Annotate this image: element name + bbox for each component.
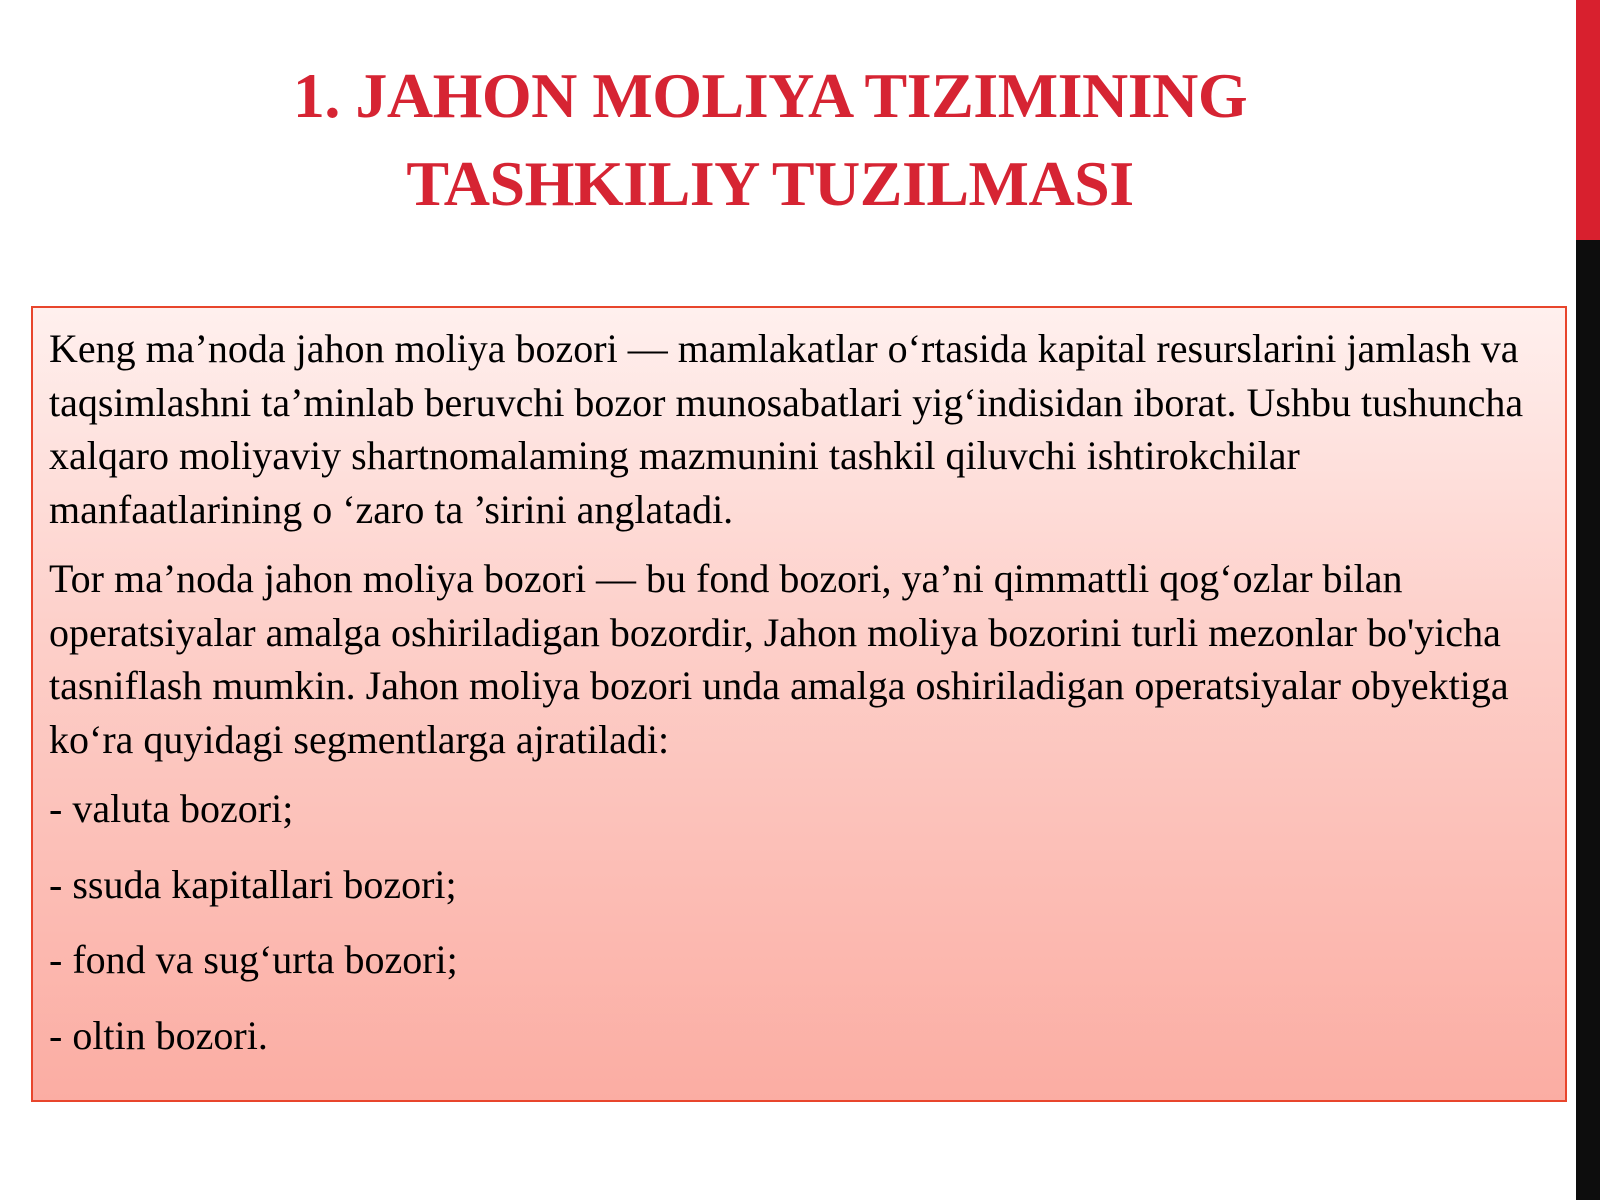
paragraph-broad-definition: Keng ma’noda jahon moliya bozori — mamlakatlar o‘rtasida kapital resurslarini jamlash va taqsimlashni ta’minlab beruvchi bozor munosabatlari yig‘indisidan iborat. Ushbu tushuncha xalqaro moliyaviy shartnomalaming mazmunini tashkil qiluvchi ishtirokchilar manfaatlarining o ‘zaro ta ’sirini anglatadi.: [49, 326, 1524, 532]
list-item-stock-insurance-market: - fond va sug‘urta bozori;: [49, 937, 458, 982]
slide-title-line-1: 1. JAHON MOLIYA TIZIMINING: [292, 60, 1248, 131]
edge-accent-red: [1576, 0, 1600, 240]
content-box: [31, 306, 1567, 1102]
list-item-gold-market: - oltin bozori.: [49, 1012, 268, 1058]
slide-title-line-2: TASHKILIY TUZILMASI: [406, 148, 1134, 219]
paragraph-narrow-definition: Tor ma’noda jahon moliya bozori — bu fond bozori, ya’ni qimmattli qog‘ozlar bilan operatsiyalar amalga oshiriladigan bozordir, Jahon moliya bozorini turli mezonlar bo'yicha tasniflash mumkin. Jahon moliya bozori unda amalga oshiriladigan operatsiyalar obyektiga ko‘ra quyidagi segmentlarga ajratiladi:: [49, 556, 1509, 762]
list-item-loan-capital-market: - ssuda kapitallari bozori;: [49, 861, 457, 907]
slide-title: [150, 52, 1390, 228]
list-item-currency-market: - valuta bozori;: [49, 786, 294, 831]
edge-accent-dark: [1576, 240, 1600, 1200]
